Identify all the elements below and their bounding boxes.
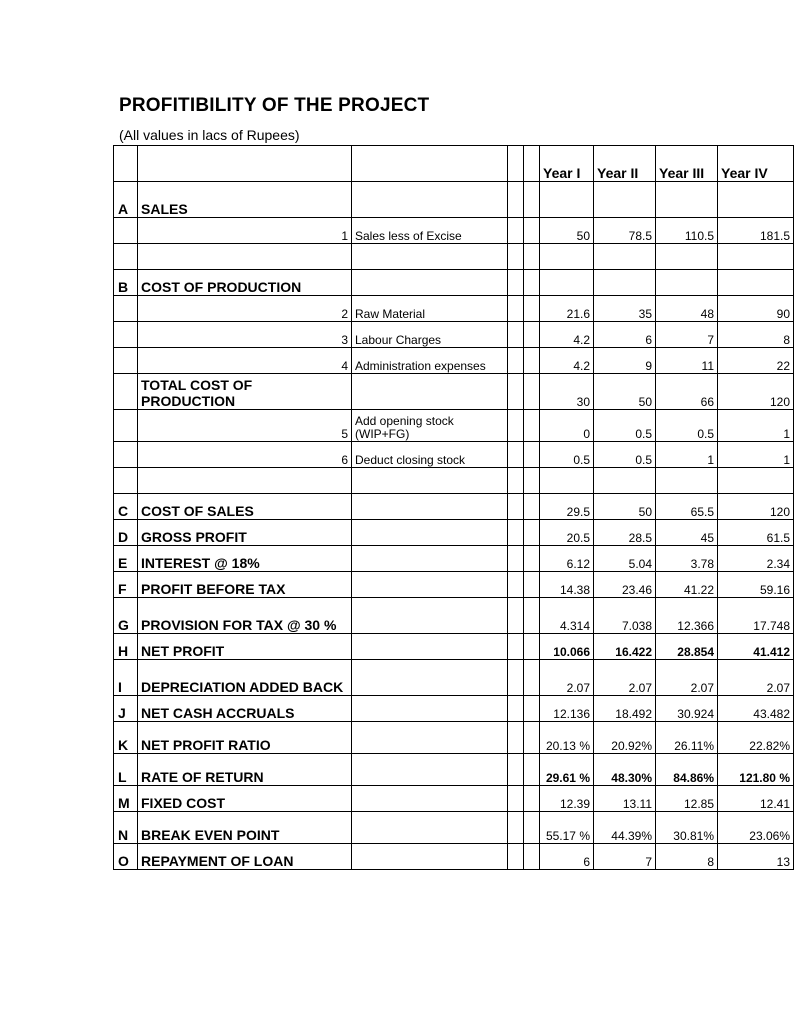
row-label: DEPRECIATION ADDED BACK <box>138 660 352 696</box>
row-label: PROFIT BEFORE TAX <box>138 572 352 598</box>
row-value: 41.412 <box>718 634 794 660</box>
row-letter <box>114 468 138 494</box>
blank-cell <box>524 660 540 696</box>
row-value: 12.39 <box>540 786 594 812</box>
row-desc <box>352 494 508 520</box>
row-value <box>718 244 794 270</box>
table-row <box>114 722 794 754</box>
blank-cell <box>524 182 540 218</box>
table-row <box>114 754 794 786</box>
row-desc <box>352 146 508 182</box>
row-desc <box>352 844 508 870</box>
row-letter: F <box>114 572 138 598</box>
table-row <box>114 374 794 410</box>
row-value: 12.85 <box>656 786 718 812</box>
page-title: PROFITIBILITY OF THE PROJECT <box>119 95 430 116</box>
blank-cell <box>524 270 540 296</box>
row-value <box>656 270 718 296</box>
row-value: 1 <box>656 442 718 468</box>
table-row <box>114 520 794 546</box>
row-desc <box>352 598 508 634</box>
row-desc <box>352 660 508 696</box>
row-value: 50 <box>540 218 594 244</box>
row-desc: Add opening stock (WIP+FG) <box>352 410 508 442</box>
row-value: 9 <box>594 348 656 374</box>
table-row <box>114 218 794 244</box>
blank-cell <box>508 374 524 410</box>
row-value: 4.314 <box>540 598 594 634</box>
row-letter: G <box>114 598 138 634</box>
row-value: 45 <box>656 520 718 546</box>
row-value: 35 <box>594 296 656 322</box>
row-value <box>594 270 656 296</box>
row-desc: Deduct closing stock <box>352 442 508 468</box>
table-row <box>114 546 794 572</box>
row-letter: H <box>114 634 138 660</box>
table-row <box>114 348 794 374</box>
row-value: 18.492 <box>594 696 656 722</box>
blank-cell <box>508 322 524 348</box>
blank-cell <box>508 722 524 754</box>
row-label: COST OF PRODUCTION <box>138 270 352 296</box>
blank-cell <box>524 374 540 410</box>
row-value: 120 <box>718 374 794 410</box>
row-desc <box>352 634 508 660</box>
row-desc <box>352 520 508 546</box>
row-value: 121.80 % <box>718 754 794 786</box>
row-value: 1 <box>718 442 794 468</box>
row-letter <box>114 244 138 270</box>
row-label <box>138 244 352 270</box>
row-letter: A <box>114 182 138 218</box>
row-label: NET PROFIT RATIO <box>138 722 352 754</box>
blank-cell <box>508 348 524 374</box>
row-value: 2.07 <box>656 660 718 696</box>
row-label: RATE OF RETURN <box>138 754 352 786</box>
blank-cell <box>524 348 540 374</box>
blank-cell <box>524 218 540 244</box>
blank-cell <box>508 182 524 218</box>
row-value: 0.5 <box>656 410 718 442</box>
row-label: INTEREST @ 18% <box>138 546 352 572</box>
row-letter <box>114 218 138 244</box>
row-letter: O <box>114 844 138 870</box>
row-value: 3.78 <box>656 546 718 572</box>
blank-cell <box>508 244 524 270</box>
table-row <box>114 812 794 844</box>
row-value: 16.422 <box>594 634 656 660</box>
blank-cell <box>508 146 524 182</box>
blank-cell <box>508 598 524 634</box>
row-letter: C <box>114 494 138 520</box>
row-value: 13 <box>718 844 794 870</box>
table-row <box>114 494 794 520</box>
blank-cell <box>508 812 524 844</box>
page-subtitle: (All values in lacs of Rupees) <box>119 127 300 143</box>
row-value: 28.5 <box>594 520 656 546</box>
row-number: 1 <box>138 218 352 244</box>
row-value: 23.46 <box>594 572 656 598</box>
row-value: 43.482 <box>718 696 794 722</box>
row-value: 65.5 <box>656 494 718 520</box>
row-value: 41.22 <box>656 572 718 598</box>
row-label: NET PROFIT <box>138 634 352 660</box>
row-value <box>540 270 594 296</box>
row-value <box>540 244 594 270</box>
blank-cell <box>524 546 540 572</box>
blank-cell <box>508 410 524 442</box>
row-value: 66 <box>656 374 718 410</box>
row-value: 11 <box>656 348 718 374</box>
table-row <box>114 572 794 598</box>
row-value: 4.2 <box>540 322 594 348</box>
blank-cell <box>524 722 540 754</box>
row-value: 2.07 <box>718 660 794 696</box>
row-value: 5.04 <box>594 546 656 572</box>
row-value <box>540 468 594 494</box>
row-value <box>718 468 794 494</box>
row-value: 6.12 <box>540 546 594 572</box>
row-value: 48 <box>656 296 718 322</box>
row-value: 50 <box>594 374 656 410</box>
row-value <box>718 182 794 218</box>
row-value: 0.5 <box>540 442 594 468</box>
blank-cell <box>524 468 540 494</box>
row-value: 30.924 <box>656 696 718 722</box>
blank-cell <box>524 494 540 520</box>
blank-cell <box>524 322 540 348</box>
blank-cell <box>508 218 524 244</box>
row-letter: J <box>114 696 138 722</box>
row-label <box>138 468 352 494</box>
row-value: 120 <box>718 494 794 520</box>
row-letter <box>114 374 138 410</box>
row-value <box>656 182 718 218</box>
table-row <box>114 844 794 870</box>
blank-cell <box>508 786 524 812</box>
row-desc <box>352 722 508 754</box>
row-desc <box>352 244 508 270</box>
row-value: 48.30% <box>594 754 656 786</box>
blank-cell <box>508 754 524 786</box>
row-desc <box>352 812 508 844</box>
blank-cell <box>524 844 540 870</box>
row-desc <box>352 374 508 410</box>
row-value: 6 <box>594 322 656 348</box>
row-value <box>656 244 718 270</box>
row-value: 12.366 <box>656 598 718 634</box>
row-number: 2 <box>138 296 352 322</box>
row-number: 5 <box>138 410 352 442</box>
row-desc <box>352 546 508 572</box>
row-number: 4 <box>138 348 352 374</box>
row-value: 30 <box>540 374 594 410</box>
table-row <box>114 270 794 296</box>
blank-cell <box>524 296 540 322</box>
row-label: BREAK EVEN POINT <box>138 812 352 844</box>
row-value: 29.5 <box>540 494 594 520</box>
blank-cell <box>524 520 540 546</box>
row-value: 10.066 <box>540 634 594 660</box>
blank-cell <box>508 520 524 546</box>
row-value: 22.82% <box>718 722 794 754</box>
row-value: 59.16 <box>718 572 794 598</box>
row-label: SALES <box>138 182 352 218</box>
blank-cell <box>524 244 540 270</box>
row-value: 61.5 <box>718 520 794 546</box>
blank-cell <box>508 660 524 696</box>
row-value: 44.39% <box>594 812 656 844</box>
row-value: 17.748 <box>718 598 794 634</box>
row-value: 13.11 <box>594 786 656 812</box>
blank-cell <box>524 812 540 844</box>
row-value: 12.136 <box>540 696 594 722</box>
header-row <box>114 146 794 182</box>
row-value: 7 <box>656 322 718 348</box>
header-year-2: Year II <box>594 146 656 182</box>
row-value: 1 <box>718 410 794 442</box>
blank-cell <box>508 634 524 660</box>
blank-cell <box>508 844 524 870</box>
header-year-1: Year I <box>540 146 594 182</box>
row-value <box>540 182 594 218</box>
row-letter: E <box>114 546 138 572</box>
table-row <box>114 696 794 722</box>
table-row <box>114 442 794 468</box>
row-value <box>594 182 656 218</box>
row-value: 55.17 % <box>540 812 594 844</box>
row-value: 7 <box>594 844 656 870</box>
spacer-row <box>114 468 794 494</box>
row-letter <box>114 296 138 322</box>
row-letter: B <box>114 270 138 296</box>
blank-cell <box>524 634 540 660</box>
row-number: 3 <box>138 322 352 348</box>
row-value: 2.07 <box>594 660 656 696</box>
row-value: 0 <box>540 410 594 442</box>
row-value <box>594 468 656 494</box>
row-value: 50 <box>594 494 656 520</box>
row-value: 4.2 <box>540 348 594 374</box>
row-value: 20.92% <box>594 722 656 754</box>
blank-cell <box>508 442 524 468</box>
row-value: 8 <box>656 844 718 870</box>
row-label: FIXED COST <box>138 786 352 812</box>
row-desc <box>352 468 508 494</box>
row-letter: M <box>114 786 138 812</box>
table-row <box>114 786 794 812</box>
row-label: NET CASH ACCRUALS <box>138 696 352 722</box>
row-value: 20.5 <box>540 520 594 546</box>
table-row <box>114 410 794 442</box>
row-desc <box>352 696 508 722</box>
table-row <box>114 296 794 322</box>
row-value: 78.5 <box>594 218 656 244</box>
table-row <box>114 182 794 218</box>
row-value: 181.5 <box>718 218 794 244</box>
row-letter: N <box>114 812 138 844</box>
blank-cell <box>508 572 524 598</box>
row-label: TOTAL COST OF PRODUCTION <box>138 374 352 410</box>
row-value: 8 <box>718 322 794 348</box>
row-desc <box>352 786 508 812</box>
blank-cell <box>524 598 540 634</box>
spacer-row <box>114 244 794 270</box>
row-label <box>138 146 352 182</box>
blank-cell <box>508 546 524 572</box>
header-year-3: Year III <box>656 146 718 182</box>
table-row <box>114 660 794 696</box>
row-letter <box>114 146 138 182</box>
row-value: 6 <box>540 844 594 870</box>
row-letter: D <box>114 520 138 546</box>
row-number: 6 <box>138 442 352 468</box>
row-desc: Sales less of Excise <box>352 218 508 244</box>
row-label: PROVISION FOR TAX @ 30 % <box>138 598 352 634</box>
row-value: 0.5 <box>594 410 656 442</box>
row-value: 28.854 <box>656 634 718 660</box>
blank-cell <box>524 786 540 812</box>
row-desc: Raw Material <box>352 296 508 322</box>
table-row <box>114 634 794 660</box>
blank-cell <box>508 270 524 296</box>
blank-cell <box>524 146 540 182</box>
row-value: 21.6 <box>540 296 594 322</box>
blank-cell <box>508 468 524 494</box>
row-value: 20.13 % <box>540 722 594 754</box>
row-label: COST OF SALES <box>138 494 352 520</box>
row-value <box>656 468 718 494</box>
row-value: 2.34 <box>718 546 794 572</box>
row-letter <box>114 410 138 442</box>
row-value: 30.81% <box>656 812 718 844</box>
row-letter <box>114 442 138 468</box>
row-desc <box>352 754 508 786</box>
row-value: 110.5 <box>656 218 718 244</box>
header-year-4: Year IV <box>718 146 794 182</box>
row-letter: L <box>114 754 138 786</box>
row-value: 0.5 <box>594 442 656 468</box>
row-value: 90 <box>718 296 794 322</box>
row-desc: Labour Charges <box>352 322 508 348</box>
row-value <box>718 270 794 296</box>
blank-cell <box>524 572 540 598</box>
row-value: 26.11% <box>656 722 718 754</box>
row-letter: I <box>114 660 138 696</box>
row-desc: Administration expenses <box>352 348 508 374</box>
row-value: 84.86% <box>656 754 718 786</box>
row-value: 22 <box>718 348 794 374</box>
blank-cell <box>524 696 540 722</box>
row-letter: K <box>114 722 138 754</box>
table-row <box>114 322 794 348</box>
row-value: 29.61 % <box>540 754 594 786</box>
profitability-table <box>113 145 794 870</box>
row-label: GROSS PROFIT <box>138 520 352 546</box>
row-desc <box>352 572 508 598</box>
row-value: 2.07 <box>540 660 594 696</box>
row-value <box>594 244 656 270</box>
blank-cell <box>524 442 540 468</box>
row-letter <box>114 322 138 348</box>
blank-cell <box>508 696 524 722</box>
table-row <box>114 598 794 634</box>
blank-cell <box>524 410 540 442</box>
blank-cell <box>524 754 540 786</box>
row-value: 14.38 <box>540 572 594 598</box>
row-value: 7.038 <box>594 598 656 634</box>
row-desc <box>352 270 508 296</box>
blank-cell <box>508 296 524 322</box>
row-desc <box>352 182 508 218</box>
row-letter <box>114 348 138 374</box>
row-value: 12.41 <box>718 786 794 812</box>
blank-cell <box>508 494 524 520</box>
row-value: 23.06% <box>718 812 794 844</box>
row-label: REPAYMENT OF LOAN <box>138 844 352 870</box>
